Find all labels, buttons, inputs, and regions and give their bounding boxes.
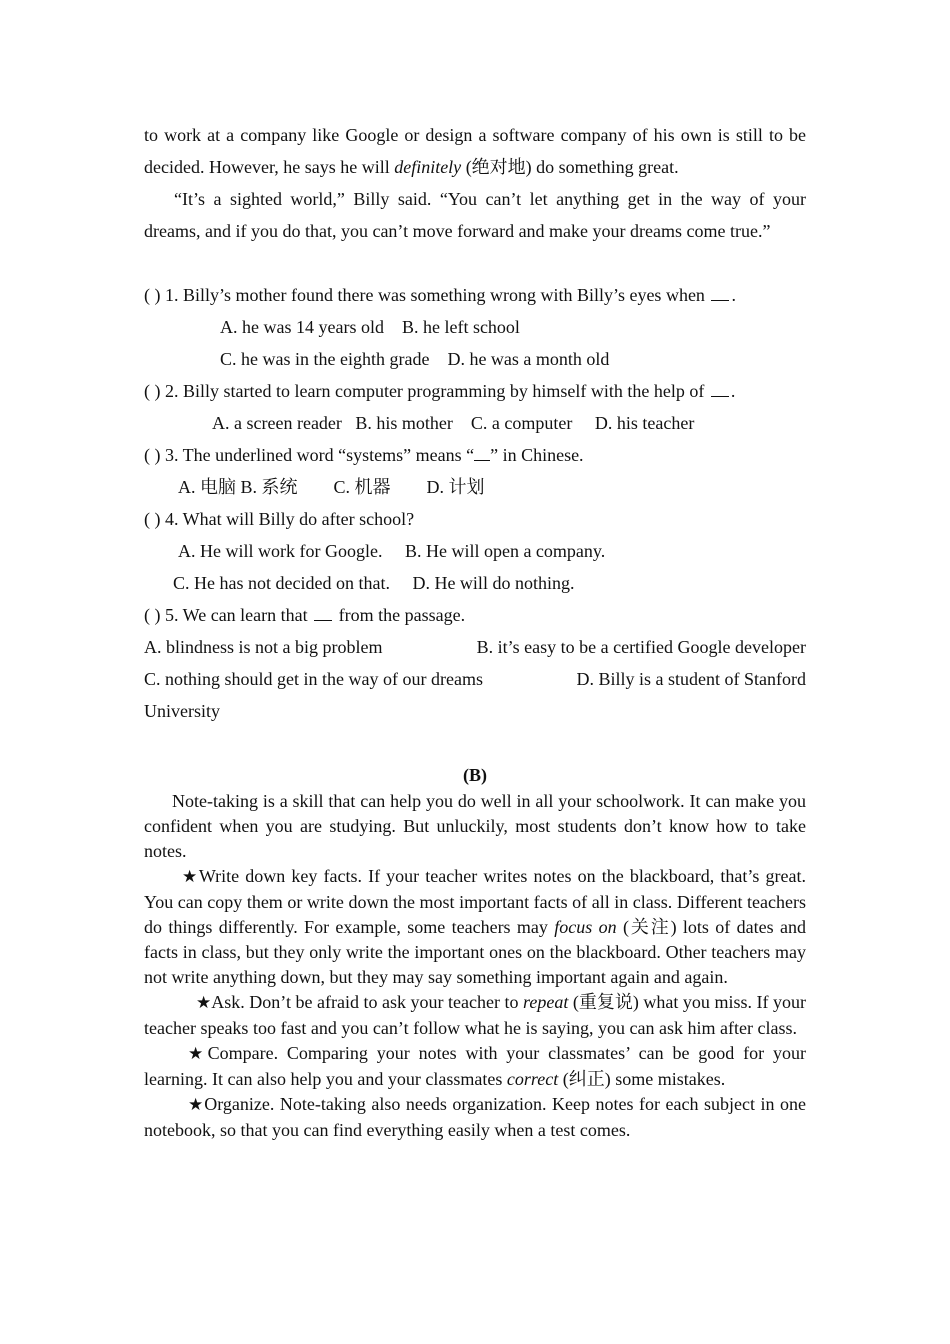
question-1-options-line-1: A. he was 14 years old B. he left school [220, 317, 520, 337]
passage-a-paragraph-1: to work at a company like Google or design a software company of his own is still to be decided. However, he says he will definitely (绝对地) do something great. [144, 125, 806, 177]
tip-key-facts: ★Write down key facts. If your teacher writes notes on the blackboard, that’s great. You can copy them or write down the most important facts of all in class. Different teachers do things differently. For example, some teachers may focus on (关注) lots of dates and facts in class, but they only write the important ones on the blackboard. Other teachers may not write anything down, but they may say something important again and again. [144, 866, 806, 987]
question-2-options: A. a screen reader B. his mother C. a computer D. his teacher [212, 413, 695, 433]
star-icon: ★ [182, 867, 199, 887]
answer-blank [711, 286, 729, 301]
star-icon: ★ [196, 993, 212, 1013]
question-4-options-line-1: A. He will work for Google. B. He will open a company. [178, 541, 606, 561]
spacer [144, 247, 806, 279]
passage-b-intro: Note-taking is a skill that can help you do well in all your schoolwork. It can make you confident when you are studying. But unluckily, most students don’t know how to take notes. [144, 791, 806, 861]
emphasized-word: repeat [523, 992, 569, 1012]
tip-organize: ★Organize. Note-taking also needs organization. Keep notes for each subject in one notebook, so that you can find everything easily when a test comes. [144, 1094, 806, 1140]
tip-compare: ★Compare. Comparing your notes with your classmates’ can be good for your learning. It can also help you and your classmates correct (纠正) some mistakes. [144, 1043, 806, 1089]
emphasized-word: definitely [394, 157, 462, 177]
question-1: ( ) 1. Billy’s mother found there was something wrong with Billy’s eyes when . [144, 285, 736, 305]
section-title: (B) [463, 765, 487, 785]
passage-a [144, 119, 806, 727]
question-3-options: A. 电脑 B. 系统 C. 机器 D. 计划 [178, 477, 485, 497]
star-icon: ★ [188, 1095, 205, 1115]
answer-blank [314, 606, 332, 621]
passage-a-paragraph-2: “It’s a sighted world,” Billy said. “You can’t let anything get in the way of your dreams, and if you do that, you can’t move forward and make your dreams come true.” [144, 189, 806, 241]
question-3: ( ) 3. The underlined word “systems” means “ ” in Chinese. [144, 445, 584, 465]
star-icon: ★ [188, 1044, 208, 1064]
tip-ask: ★Ask. Don’t be afraid to ask your teacher to repeat (重复说) what you miss. If your teacher speaks too fast and you can’t follow what he is saying, you can ask him after class. [144, 992, 806, 1038]
question-2: ( ) 2. Billy started to learn computer programming by himself with the help of . [144, 381, 736, 401]
question-5-options-line-3: University [144, 701, 220, 721]
answer-blank [711, 382, 729, 397]
emphasized-word: correct [506, 1069, 559, 1089]
question-4: ( ) 4. What will Billy do after school? [144, 509, 415, 529]
passage-b [144, 761, 806, 1143]
question-4-options-line-2: C. He has not decided on that. D. He will do nothing. [173, 573, 575, 593]
question-5-options-line-1: A. blindness is not a big problem B. it’s easy to be a certified Google developer [144, 637, 806, 657]
answer-blank [474, 446, 490, 461]
question-5-options-line-2: C. nothing should get in the way of our dreams D. Billy is a student of Stanford [144, 669, 806, 689]
question-1-options-line-2: C. he was in the eighth grade D. he was a month old [220, 349, 610, 369]
question-5: ( ) 5. We can learn that from the passage. [144, 605, 466, 625]
emphasized-word: focus on [554, 917, 617, 937]
